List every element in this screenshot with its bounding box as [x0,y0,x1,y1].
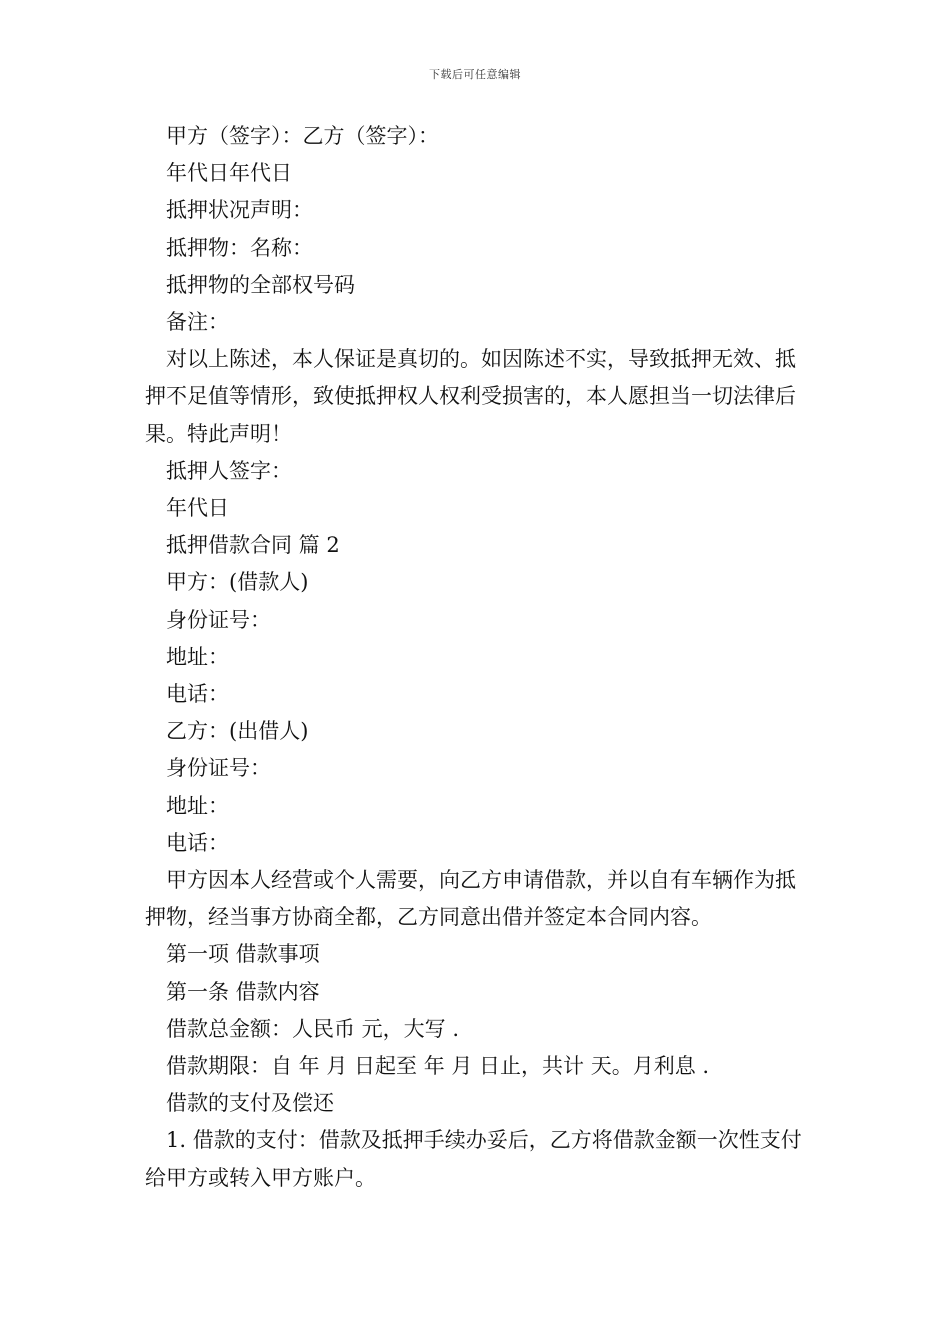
mortgage-statement-heading: 抵押状况声明： [166,198,313,223]
party-b-address-line: 地址： [166,793,229,818]
document-body [145,118,815,1197]
payment-repayment-heading: 借款的支付及偿还 [166,1091,334,1116]
loan-purpose-paragraph: 甲方因本人经营或个人需要，向乙方申请借款，并以自有车辆作为抵押物，经当事方协商全都，乙方同意出借并签定本合同内容。 [145,868,796,930]
contract-title: 抵押借款合同 篇 2 [166,533,340,558]
remarks-line: 备注： [166,310,229,335]
party-a-line: 甲方：(借款人) [166,570,309,595]
section-one-heading: 第一项 借款事项 [166,942,320,967]
party-b-id-line: 身份证号： [166,756,271,781]
collateral-name-line: 抵押物：名称： [166,235,313,260]
loan-term-line: 借款期限：自 年 月 日起至 年 月 日止，共计 天。月利息 . [166,1054,710,1079]
party-a-id-line: 身份证号： [166,607,271,632]
party-b-phone-line: 电话： [166,830,229,855]
ownership-number-line: 抵押物的全部权号码 [166,272,355,297]
party-a-address-line: 地址： [166,644,229,669]
loan-amount-line: 借款总金额：人民币 元，大写 . [166,1016,460,1041]
mortgagor-signature-line: 抵押人签字： [166,458,292,483]
party-a-phone-line: 电话： [166,682,229,707]
declaration-paragraph: 对以上陈述，本人保证是真切的。如因陈述不实，导致抵押无效、抵押不足值等情形，致使抵押权人权利受损害的，本人愿担当一切法律后果。特此声明！ [145,347,796,446]
date-line: 年代日年代日 [166,161,292,186]
article-one-heading: 第一条 借款内容 [166,979,320,1004]
header-note: 下载后可任意编辑 [429,68,521,81]
date-line-2: 年代日 [166,496,229,521]
party-b-line: 乙方：(出借人) [166,719,309,744]
loan-payment-clause: 1. 借款的支付：借款及抵押手续办妥后，乙方将借款金额一次性支付给甲方或转入甲方账户。 [145,1128,802,1190]
signature-line: 甲方（签字）：乙方（签字）： [166,124,439,148]
